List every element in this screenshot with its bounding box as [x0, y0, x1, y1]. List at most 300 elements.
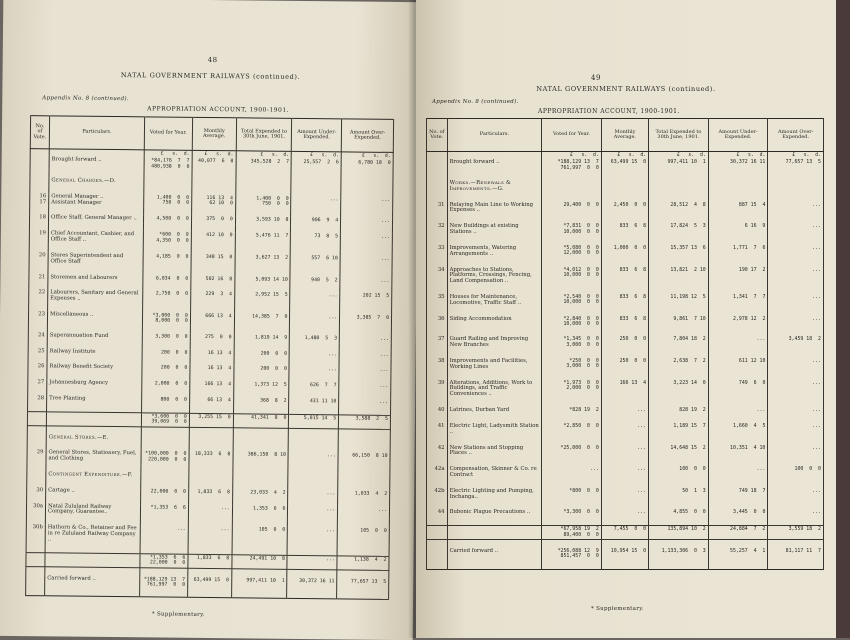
empty-cell: [601, 399, 648, 407]
empty-cell: [601, 237, 648, 245]
monthly-average: 1,833 6 8: [188, 554, 232, 568]
row-spacer: [427, 372, 824, 380]
vote-number: 20: [29, 252, 48, 266]
empty-cell: [139, 589, 187, 598]
empty-cell: [447, 458, 542, 466]
vote-number: [427, 548, 448, 561]
vote-number: 30b: [26, 524, 45, 544]
vote-number: 41: [427, 423, 448, 437]
header-under-expended: Amount Under-Expended.: [708, 119, 768, 152]
empty-cell: [601, 180, 648, 194]
empty-cell: [649, 194, 709, 202]
empty-cell: [30, 207, 49, 215]
empty-cell: [649, 501, 709, 509]
over-expended: ...: [768, 423, 824, 437]
voted-for-year: *800 0 0: [542, 488, 602, 502]
over-expended: ...: [768, 294, 824, 308]
empty-cell: [28, 356, 47, 364]
vote-number: 26: [28, 364, 47, 372]
empty-cell: [427, 237, 448, 245]
row-spacer: [427, 561, 824, 570]
total-expended: 2,638 7 2: [649, 358, 709, 372]
empty-cell: [29, 222, 48, 230]
voted-for-year: 4,185 0 0: [143, 253, 191, 267]
monthly-average: 275 0 0: [190, 334, 234, 342]
empty-cell: [708, 172, 768, 180]
monthly-average: 16 13 4: [190, 365, 234, 373]
under-expended: 30,372 16 11: [287, 577, 337, 590]
under-expended: 3,445 0 0: [708, 509, 768, 517]
over-expended: ...: [340, 255, 392, 269]
over-expended: ...: [339, 335, 391, 343]
empty-cell: [427, 372, 448, 380]
monthly-average: 348 15 0: [191, 254, 235, 268]
empty-cell: [542, 517, 602, 526]
voted-for-year: *4,012 0 0 10,000 0 0: [542, 267, 602, 286]
particulars: Chief Accountant, Cashier, and Office Staff ..: [48, 231, 143, 246]
empty-cell: [649, 237, 709, 245]
vote-number: 28: [28, 395, 47, 403]
over-expended: 1,138 4 2: [337, 556, 389, 570]
total-expended: 7,804 18 2: [649, 336, 709, 350]
particulars: Relaying Main Line to Working Expenses ..: [447, 202, 542, 216]
over-expended: ...: [768, 202, 824, 216]
vote-number: 33: [427, 245, 448, 259]
under-expended: 73 8 5: [291, 233, 341, 247]
under-expended: 190 17 2: [708, 267, 768, 286]
section-heading: General Charges.—D.: [49, 177, 144, 186]
monthly-average: 833 6 8: [601, 223, 648, 237]
currency-units-row: [427, 152, 824, 160]
under-expended: 749 6 0: [708, 380, 768, 399]
voted-for-year: *2,540 0 0 10,000 0 0: [542, 294, 602, 308]
empty-cell: [542, 308, 602, 316]
vote-number: 30a: [26, 503, 45, 517]
empty-cell: [26, 566, 45, 575]
empty-cell: [542, 215, 602, 223]
total-expended: 200 0 0: [234, 366, 290, 374]
row-spacer: [427, 259, 824, 267]
vote-number: [30, 156, 49, 169]
under-expended: 749 18 7: [708, 488, 768, 502]
monthly-average: 833 6 8: [601, 316, 648, 329]
empty-cell: [427, 437, 448, 445]
empty-cell: [601, 437, 648, 445]
table-row: [427, 488, 824, 502]
voted-for-year: *7,831 0 0 10,000 0 0: [542, 223, 602, 237]
table-row: [427, 407, 824, 415]
particulars: Improvements and Facilities, Working Lines: [447, 358, 542, 372]
total-expended: 3,593 10 8: [235, 217, 291, 225]
over-expended: ...: [338, 506, 390, 520]
over-expended: 100 0 0: [768, 466, 824, 480]
empty-cell: [427, 539, 448, 548]
over-expended: 3,559 18 2: [768, 526, 824, 540]
empty-cell: [768, 308, 824, 316]
particulars: General Manager .. Assistant Manager: [49, 193, 144, 208]
particulars: [45, 553, 140, 568]
over-expended: ...: [768, 445, 824, 459]
total-expended: 3,627 13 2: [235, 254, 291, 268]
table-row: [427, 223, 824, 237]
under-expended: 431 11 10: [289, 398, 339, 406]
page-heading: NATAL GOVERNMENT RAILWAYS (continued).: [536, 85, 716, 93]
over-expended: ...: [339, 398, 391, 406]
vote-number: 30: [27, 487, 46, 495]
empty-cell: [649, 399, 709, 407]
over-expended: 3,588 2 5: [339, 415, 391, 429]
voted-for-year: *2,840 0 0 10,000 0 0: [542, 316, 602, 329]
empty-cell: [427, 194, 448, 202]
footnote: * Supplementary.: [591, 606, 644, 612]
empty-cell: [649, 350, 709, 358]
empty-cell: [447, 215, 542, 223]
particulars: Carried forward ..: [447, 548, 542, 561]
total-expended: 1,400 0 0 750 0 0: [235, 195, 291, 209]
header-total-expended: Total Expended to 30th June, 1901.: [649, 119, 709, 152]
account-title: APPROPRIATION ACCOUNT, 1900-1901.: [538, 108, 680, 115]
vote-number: 16 17: [30, 193, 49, 207]
empty-cell: [542, 561, 602, 570]
vote-number: 23: [28, 311, 47, 324]
over-expended: 3,459 18 2: [768, 336, 824, 350]
vote-number: 34: [427, 267, 448, 286]
empty-cell: [708, 517, 768, 526]
vote-number: 32: [427, 223, 448, 237]
particulars: Hathorn & Co., Retainer and Fee in re Zululand Railway Company ..: [45, 525, 140, 545]
empty-cell: [768, 458, 824, 466]
voted-for-year: 2,000 0 0: [142, 381, 190, 389]
monthly-average: ...: [601, 407, 648, 415]
section-heading: General Stores.—E.: [46, 434, 141, 443]
table-row: [427, 380, 824, 399]
particulars: Johannesburg Agency: [47, 380, 142, 389]
section-heading-row: [427, 180, 824, 194]
monthly-average: ...: [601, 445, 648, 459]
monthly-average: ...: [188, 526, 232, 546]
vote-number: [27, 411, 46, 425]
total-expended: 1,819 14 9: [234, 334, 290, 342]
under-expended: ...: [289, 366, 339, 374]
under-expended: 1,341 7 7: [708, 294, 768, 308]
total-expended: 5,476 11 7: [235, 233, 291, 247]
vote-number: 37: [427, 336, 448, 350]
total-expended: 386,150 8 10: [233, 452, 289, 466]
currency-units: £ s. d.: [542, 152, 602, 160]
empty-cell: [768, 194, 824, 202]
row-spacer: [427, 172, 824, 180]
monthly-average: 7,455 0 0: [601, 526, 648, 540]
empty-cell: [29, 244, 48, 252]
voted-for-year: ...: [542, 466, 602, 480]
particulars: New Stations and Stopping Places ..: [447, 445, 542, 459]
under-expended: ...: [288, 527, 338, 547]
row-spacer: [427, 308, 824, 316]
voted-for-year: 3,300 0 0: [142, 333, 190, 341]
empty-cell: [768, 372, 824, 380]
empty-cell: [542, 350, 602, 358]
total-expended: 50 1 3: [649, 488, 709, 502]
voted-for-year: *2,850 0 0: [542, 423, 602, 437]
account-title: APPROPRIATION ACCOUNT, 1900-1901.: [147, 105, 290, 114]
over-expended: ...: [339, 383, 391, 391]
monthly-average: 666 13 4: [190, 313, 234, 326]
total-expended: 9,861 7 10: [649, 316, 709, 329]
currency-units: £ s. d.: [192, 150, 236, 158]
header-voted: Voted for Year.: [144, 117, 192, 151]
empty-cell: [542, 259, 602, 267]
currency-units: £ s. d.: [292, 151, 342, 159]
empty-cell: [337, 591, 389, 600]
empty-cell: [231, 590, 287, 599]
over-expended: ...: [340, 234, 392, 248]
empty-cell: [187, 589, 231, 598]
empty-cell: [601, 415, 648, 423]
over-expended: ...: [768, 380, 824, 399]
vote-number: [427, 526, 448, 540]
particulars: [46, 412, 141, 427]
particulars: Brought forward ..: [49, 157, 144, 171]
particulars: Cartage ..: [46, 487, 141, 496]
table-row: [427, 445, 824, 459]
over-expended: 3,385 7 0: [340, 314, 392, 327]
voted-for-year: *188,129 13 7 761,997 0 0: [542, 159, 602, 172]
over-expended: ...: [768, 488, 824, 502]
particulars: Bubonic Plague Precautions ..: [447, 509, 542, 517]
empty-cell: [447, 561, 542, 570]
empty-cell: [447, 308, 542, 316]
header-over-expended: Amount Over-Expended.: [768, 119, 824, 152]
empty-cell: [649, 308, 709, 316]
empty-cell: [45, 588, 140, 597]
vote-number: 38: [427, 358, 448, 372]
under-expended: 25,557 2 6: [291, 159, 341, 172]
over-expended: ...: [768, 267, 824, 286]
row-spacer: [427, 415, 824, 423]
under-expended: 30,372 16 11: [708, 159, 768, 172]
total-expended: 345,528 2 7: [236, 159, 292, 172]
empty-cell: [601, 172, 648, 180]
empty-cell: [542, 372, 602, 380]
voted-for-year: *188,129 13 7 761,997 0 0: [140, 576, 188, 589]
total-expended: 997,411 10 1: [649, 159, 709, 172]
over-expended: ...: [768, 223, 824, 237]
header-particulars: Particulars.: [447, 119, 542, 152]
under-expended: 55,257 4 1: [708, 548, 768, 561]
vote-number: 25: [28, 348, 47, 356]
monthly-average: ...: [601, 509, 648, 517]
empty-cell: [427, 152, 448, 160]
empty-cell: [649, 328, 709, 336]
left-page: [0, 0, 419, 640]
table-row: [427, 294, 824, 308]
empty-cell: [601, 328, 648, 336]
table-row: [427, 423, 824, 437]
particulars: Houses for Maintenance, Locomotive, Traffic Staff ..: [447, 294, 542, 308]
voted-for-year: 200 0 0: [142, 365, 190, 373]
total-expended: 828 19 2: [649, 407, 709, 415]
monthly-average: 16 13 4: [190, 349, 234, 357]
voted-for-year: *1,353 6 6: [140, 504, 188, 518]
particulars: Stores Superintendent and Office Staff: [48, 252, 143, 267]
vote-number: [26, 552, 45, 566]
particulars: Improvements, Watering Arrangements ..: [447, 245, 542, 259]
over-expended: 105 0 0: [337, 528, 389, 548]
empty-cell: [28, 371, 47, 379]
empty-cell: [601, 539, 648, 548]
particulars: [447, 526, 542, 540]
voted-for-year: 800 0 0: [141, 396, 189, 404]
monthly-average: 3,255 15 0: [189, 413, 233, 427]
empty-cell: [768, 437, 824, 445]
empty-cell: [447, 372, 542, 380]
voted-for-year: *84,176 7 7 480,938 0 0: [144, 158, 192, 171]
monthly-average: 18,333 6 8: [189, 451, 233, 465]
empty-cell: [649, 180, 709, 194]
currency-units: £ s. d.: [708, 152, 768, 160]
empty-cell: [708, 415, 768, 423]
empty-cell: [542, 172, 602, 180]
voted-for-year: 1,400 0 0 750 0 0: [144, 194, 192, 208]
empty-cell: [27, 495, 46, 503]
monthly-average: 833 6 8: [601, 267, 648, 286]
total-expended: 23,033 4 2: [232, 489, 288, 497]
empty-cell: [649, 458, 709, 466]
empty-cell: [427, 399, 448, 407]
empty-cell: [447, 286, 542, 294]
empty-cell: [427, 458, 448, 466]
over-expended: 77,657 13 5: [768, 159, 824, 172]
over-expended: 66,150 8 10: [338, 453, 390, 467]
empty-cell: [427, 480, 448, 488]
header-monthly-average: Monthly Average.: [601, 119, 648, 152]
empty-cell: [768, 480, 824, 488]
empty-cell: [447, 328, 542, 336]
empty-cell: [649, 215, 709, 223]
row-spacer: [427, 517, 824, 526]
under-expended: 940 5 2: [290, 276, 340, 284]
voted-for-year: *3,000 0 0 8,000 0 0: [142, 312, 190, 325]
monthly-average: 166 13 4: [190, 381, 234, 389]
empty-cell: [601, 458, 648, 466]
empty-cell: [708, 237, 768, 245]
row-spacer: [427, 215, 824, 223]
under-expended: 906 9 4: [291, 217, 341, 225]
empty-cell: [601, 372, 648, 380]
under-expended: 5,015 14 5: [289, 414, 339, 428]
empty-cell: [708, 458, 768, 466]
particulars: Guard Railing and Improving New Branches: [447, 336, 542, 350]
under-expended: 10,351 4 10: [708, 445, 768, 459]
page-heading: NATAL GOVERNMENT RAILWAYS (continued).: [120, 71, 301, 81]
voted-for-year: *828 19 2: [542, 407, 602, 415]
monthly-average: 2,450 0 0: [601, 202, 648, 216]
empty-cell: [768, 399, 824, 407]
empty-cell: [708, 437, 768, 445]
empty-cell: [708, 259, 768, 267]
empty-cell: [427, 259, 448, 267]
under-expended: ...: [708, 407, 768, 415]
header-vote-no: No. of Vote.: [30, 116, 49, 149]
over-expended: ...: [339, 367, 391, 375]
empty-cell: [427, 517, 448, 526]
total-expended: 2,952 15 5: [234, 292, 290, 306]
under-expended: ...: [288, 452, 338, 466]
empty-cell: [542, 286, 602, 294]
particulars: Labourers, Sanitary and General Expenses ..: [48, 290, 143, 305]
empty-cell: [708, 399, 768, 407]
empty-cell: [649, 437, 709, 445]
appropriation-table: [25, 115, 394, 600]
particulars: General Stores, Stationery, Fuel, and Clothing: [46, 450, 141, 465]
under-expended: ...: [290, 292, 340, 306]
total-expended: 368 8 2: [233, 397, 289, 405]
empty-cell: [768, 286, 824, 294]
empty-cell: [30, 149, 49, 157]
empty-cell: [28, 340, 47, 348]
voted-for-year: *250 0 0 3,000 0 0: [542, 358, 602, 372]
empty-cell: [601, 286, 648, 294]
empty-cell: [542, 437, 602, 445]
empty-cell: [768, 561, 824, 570]
empty-cell: [427, 415, 448, 423]
under-expended: ...: [708, 466, 768, 480]
section-heading: Contingent Expenditure.—F.: [46, 471, 141, 480]
empty-cell: [601, 501, 648, 509]
total-expended: 4,855 0 0: [649, 509, 709, 517]
monthly-average: 10,954 15 0: [601, 548, 648, 561]
particulars: Railway Benefit Society: [47, 364, 142, 373]
empty-cell: [447, 399, 542, 407]
over-expended: 1,033 4 2: [338, 490, 390, 498]
empty-cell: [708, 308, 768, 316]
voted-for-year: 4,500 0 0: [143, 216, 191, 224]
empty-cell: [601, 350, 648, 358]
under-expended: 557 6 10: [290, 255, 340, 269]
vote-number: 42b: [427, 488, 448, 502]
total-expended: 1,373 12 5: [233, 381, 289, 389]
empty-cell: [708, 501, 768, 509]
under-expended: 1,771 7 6: [708, 245, 768, 259]
currency-units: £ s. d.: [768, 152, 824, 160]
header-particulars: Particulars.: [49, 116, 144, 150]
voted-for-year: 22,000 0 0: [141, 488, 189, 496]
row-spacer: [427, 328, 824, 336]
voted-for-year: *600 0 0 4,350 0 0: [143, 232, 191, 246]
monthly-average: 1,000 0 0: [601, 245, 648, 259]
total-expended: 1,353 6 6: [232, 505, 288, 519]
under-expended: ...: [290, 314, 340, 327]
particulars: Electric Light, Ladysmith Station ..: [447, 423, 542, 437]
monthly-average: 229 3 4: [190, 291, 234, 305]
header-under-expended: Amount Under-Expended.: [292, 118, 342, 152]
voted-for-year: *3,600 0 0 39,069 0 0: [141, 413, 189, 427]
empty-cell: [708, 350, 768, 358]
vote-number: 44: [427, 509, 448, 517]
empty-cell: [427, 286, 448, 294]
under-expended: ...: [287, 555, 337, 569]
empty-cell: [427, 328, 448, 336]
empty-cell: [29, 281, 48, 289]
empty-cell: [447, 517, 542, 526]
section-heading: Works.—Renewals & Improvements.—G.: [447, 180, 542, 194]
over-expended: ...: [341, 218, 393, 226]
empty-cell: [447, 350, 542, 358]
empty-cell: [708, 286, 768, 294]
vote-number: 42a: [427, 466, 448, 480]
row-spacer: [427, 194, 824, 202]
empty-cell: [768, 415, 824, 423]
